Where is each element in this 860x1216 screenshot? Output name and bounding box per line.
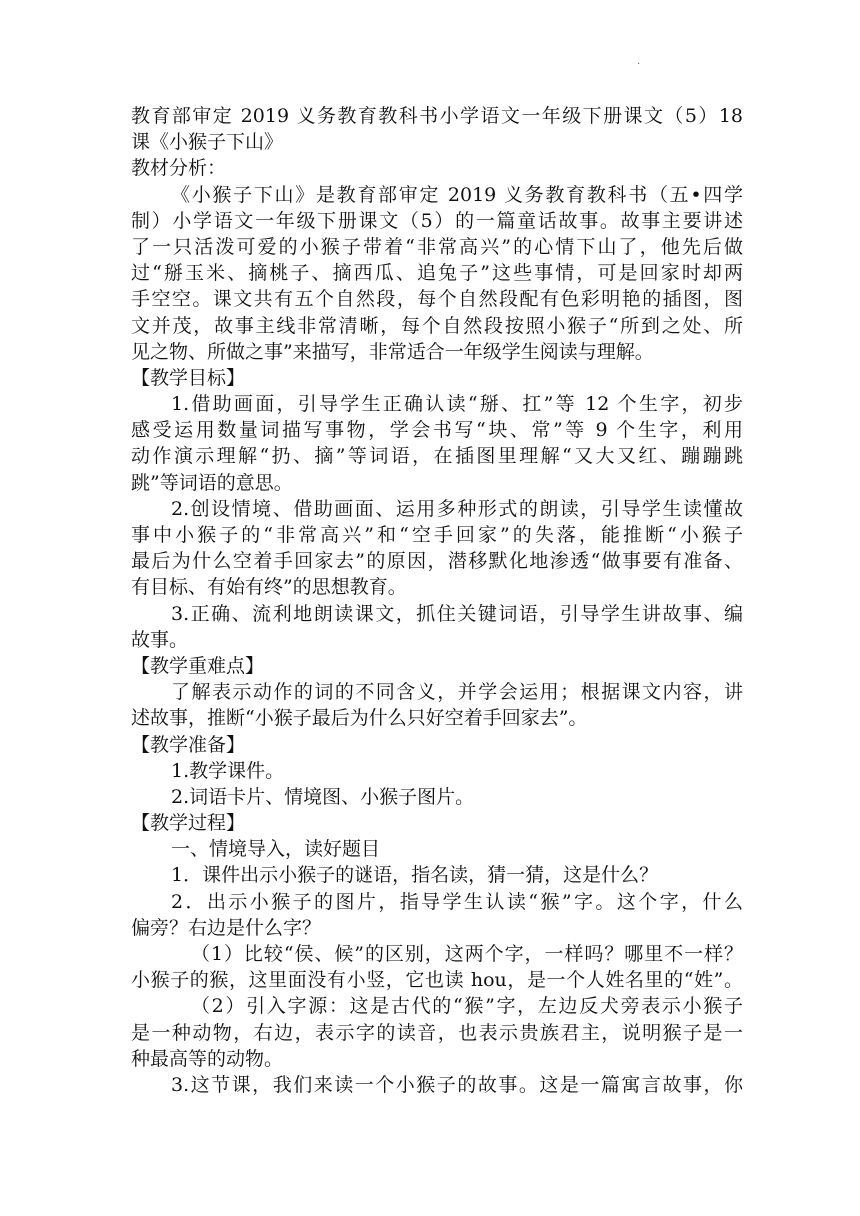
text-line: 感受运用数量词描写事物，学会书写“块、常”等 9 个生字，利用 (131, 419, 743, 442)
text-line: 教材分析： (131, 157, 227, 180)
text-line: 见之物、所做之事”来描写，非常适合一年级学生阅读与理解。 (131, 340, 654, 363)
text-line: 有目标、有始有终”的思想教育。 (131, 576, 407, 599)
text-line: 《小猴子下山》是教育部审定 2019 义务教育教科书（五•四学 (171, 183, 743, 206)
text-line: 是一种动物，右边，表示字的读音，也表示贵族君主，说明猴子是一 (131, 1021, 743, 1044)
text-line: 了一只活泼可爱的小猴子带着“非常高兴”的心情下山了，他先后做 (131, 235, 743, 258)
header-mark: . (637, 56, 641, 67)
text-line: 课《小猴子下山》 (131, 131, 284, 154)
text-line: 述故事，推断“小猴子最后为什么只好空着手回家去”。 (131, 707, 588, 730)
text-line: 2．出示小猴子的图片，指导学生认读“猴”字。这个字，什么 (171, 890, 743, 913)
text-line: 1.教学课件。 (171, 759, 285, 782)
text-line: 动作演示理解“扔、摘”等词语，在插图里理解“又大又红、蹦蹦跳 (131, 445, 743, 468)
text-line: 2.创设情境、借助画面、运用多种形式的朗读，引导学生读懂故 (171, 497, 743, 520)
text-line: 【教学重难点】 (131, 654, 265, 677)
text-line: 过“掰玉米、摘桃子、摘西瓜、追兔子”这些事情，可是回家时却两 (131, 262, 743, 285)
text-line: 3.这节课，我们来读一个小猴子的故事。这是一篇寓言故事，你 (171, 1073, 743, 1096)
text-line: 制）小学语文一年级下册课文（5）的一篇童话故事。故事主要讲述 (131, 209, 743, 232)
text-line: 1．课件出示小猴子的谜语，指名读，猜一猜，这是什么？ (171, 864, 659, 887)
text-line: （1）比较“侯、候”的区别，这两个字，一样吗？哪里不一样？ (191, 943, 743, 965)
text-line: 了解表示动作的词的不同含义，并学会运用；根据课文内容，讲 (171, 681, 743, 704)
text-line: 手空空。课文共有五个自然段，每个自然段配有色彩明艳的插图，图 (131, 288, 743, 311)
text-line: 【教学过程】 (131, 812, 246, 835)
text-line: 一、情境导入，读好题目 (171, 838, 381, 861)
text-line: 事中小猴子的“非常高兴”和“空手回家”的失落，能推断“小猴子 (131, 524, 743, 546)
text-line: （2）引入字源：这是古代的“猴”字，左边反犬旁表示小猴子 (191, 995, 743, 1018)
text-line: 2.词语卡片、情境图、小猴子图片。 (171, 785, 475, 808)
text-line: 跳”等词语的意思。 (131, 471, 293, 494)
text-line: 3.正确、流利地朗读课文，抓住关键词语，引导学生讲故事、编 (171, 602, 743, 625)
text-line: 教育部审定 2019 义务教育教科书小学语文一年级下册课文（5）18 (131, 105, 743, 127)
text-line: 故事。 (131, 628, 189, 651)
text-line: 偏旁？右边是什么字？ (131, 916, 322, 939)
text-line: 1.借助画面，引导学生正确认读“掰、扛”等 12 个生字，初步 (171, 393, 743, 416)
text-line: 【教学目标】 (131, 366, 246, 389)
text-line: 【教学准备】 (131, 733, 246, 756)
text-line: 种最高等的动物。 (131, 1047, 284, 1070)
document-body (131, 103, 743, 1098)
text-line: 文并茂，故事主线非常清晰，每个自然段按照小猴子“所到之处、所 (131, 314, 743, 337)
text-line: 最后为什么空着手回家去”的原因，潜移默化地渗透“做事要有准备、 (131, 550, 743, 573)
text-line: 小猴子的猴，这里面没有小竖，它也读 hou，是一个人姓名里的“姓”。 (131, 969, 743, 992)
